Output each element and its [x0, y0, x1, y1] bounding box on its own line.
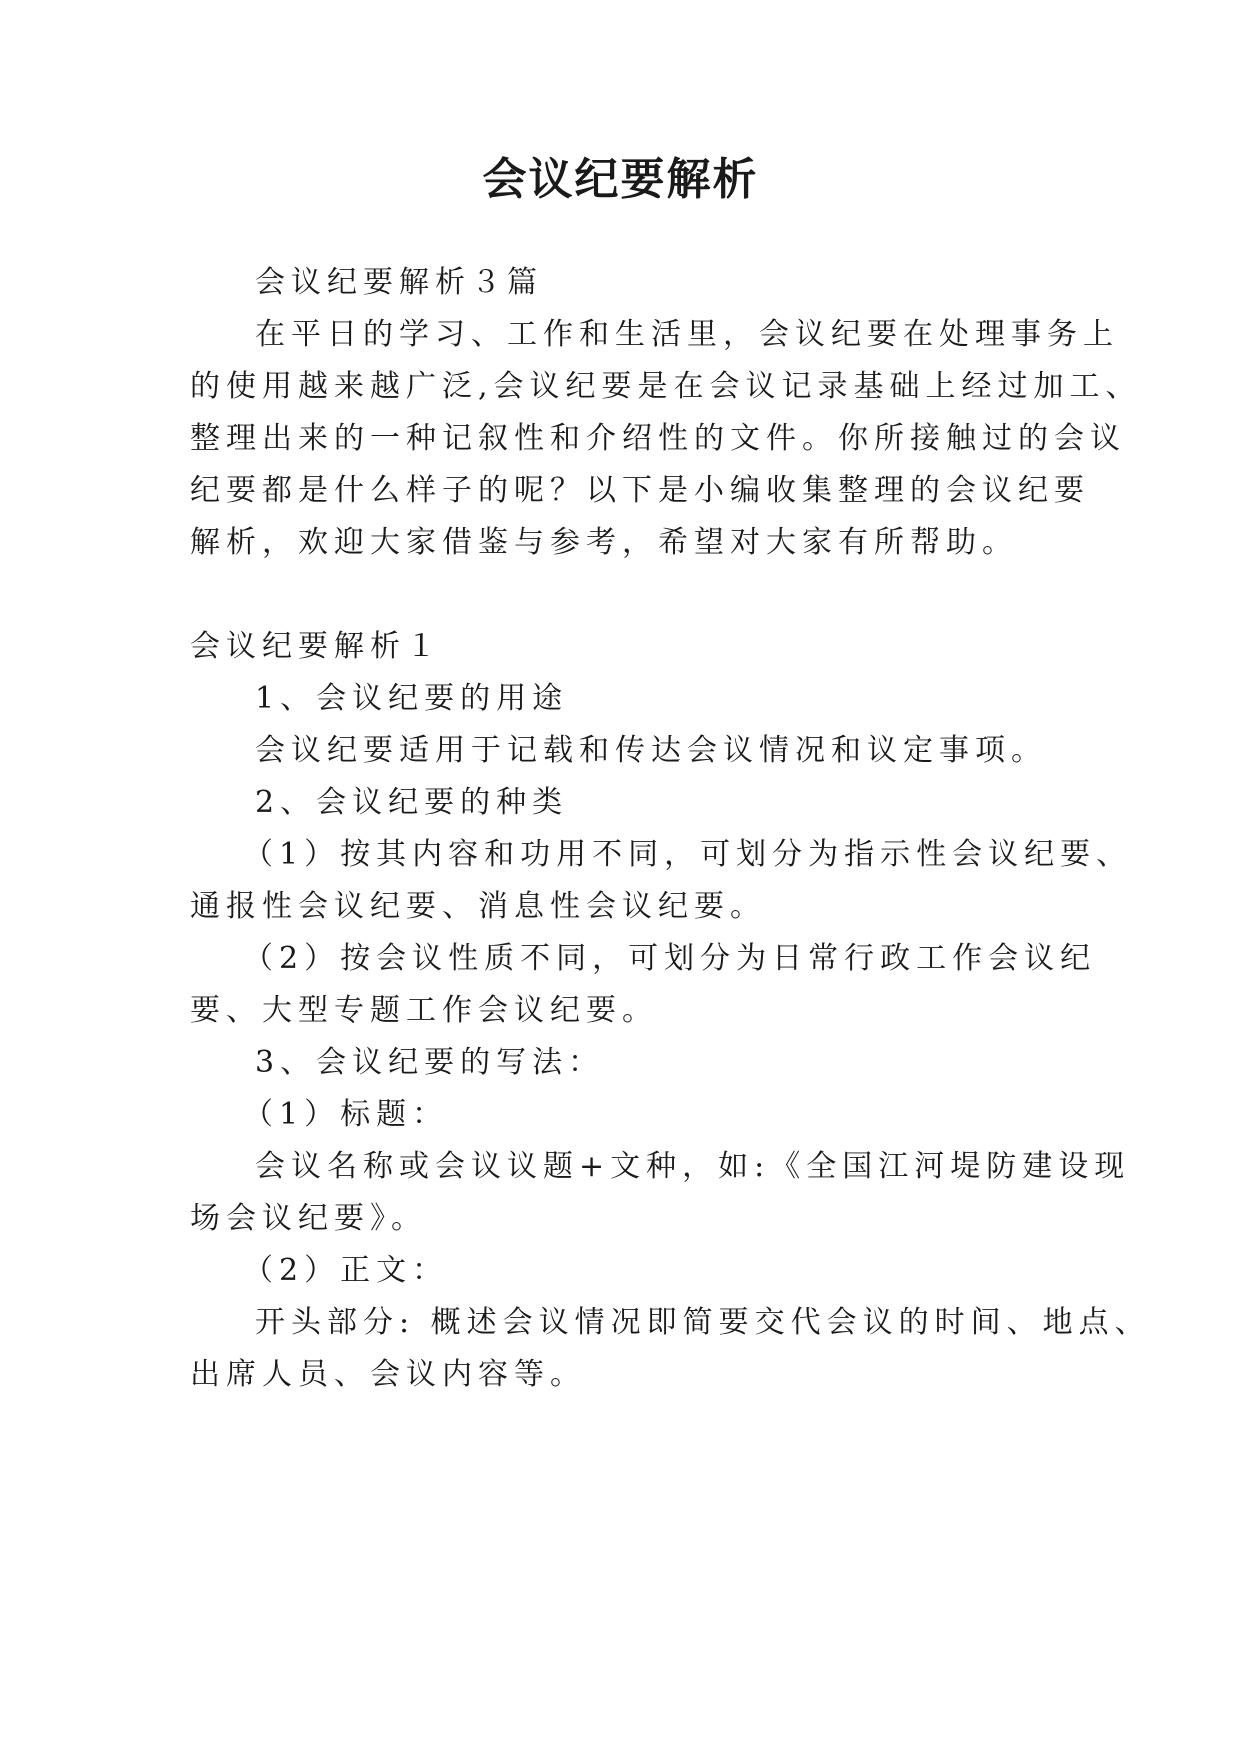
- subtitle-line: 会议纪要解析３篇: [255, 265, 543, 300]
- body-line-2: （1）按其内容和功用不同，可划分为指示性会议纪要、: [243, 837, 1133, 872]
- intro-line-1: 在平日的学习、工作和生活里，会议纪要在处理事务上: [255, 317, 1119, 352]
- body-line-6: 会议名称或会议议题+文种，如:《全国江河堤防建设现: [255, 1149, 1131, 1184]
- body-line-8: 开头部分: 概述会议情况即简要交代会议的时间、地点、: [255, 1305, 1151, 1340]
- section-heading-1: 会议纪要解析１: [190, 629, 442, 664]
- body-line-1: 会议纪要适用于记载和传达会议情况和议定事项。: [255, 733, 1047, 768]
- sub-heading-body: （2）正文：: [243, 1253, 449, 1288]
- body-line-9: 出席人员、会议内容等。: [190, 1357, 586, 1392]
- item-heading-1: 1、会议纪要的用途: [255, 681, 569, 716]
- body-line-5: 要、大型专题工作会议纪要。: [190, 993, 658, 1028]
- body-line-7: 场会议纪要》。: [190, 1201, 427, 1236]
- item-heading-3: 3、会议纪要的写法：: [255, 1045, 605, 1080]
- intro-line-5: 解析，欢迎大家借鉴与参考，希望对大家有所帮助。: [190, 525, 1018, 560]
- item-heading-2: 2、会议纪要的种类: [255, 785, 569, 820]
- intro-line-4: 纪要都是什么样子的呢？以下是小编收集整理的会议纪要: [190, 473, 1090, 508]
- body-line-4: （2）按会议性质不同，可划分为日常行政工作会议纪: [243, 941, 1097, 976]
- body-line-3: 通报性会议纪要、消息性会议纪要。: [190, 889, 766, 924]
- sub-heading-title: （1）标题：: [243, 1097, 449, 1132]
- intro-line-3: 整理出来的一种记叙性和介绍性的文件。你所接触过的会议: [190, 421, 1126, 456]
- intro-line-2: 的使用越来越广泛,会议纪要是在会议记录基础上经过加工、: [190, 369, 1142, 404]
- page-title: 会议纪要解析: [482, 154, 759, 205]
